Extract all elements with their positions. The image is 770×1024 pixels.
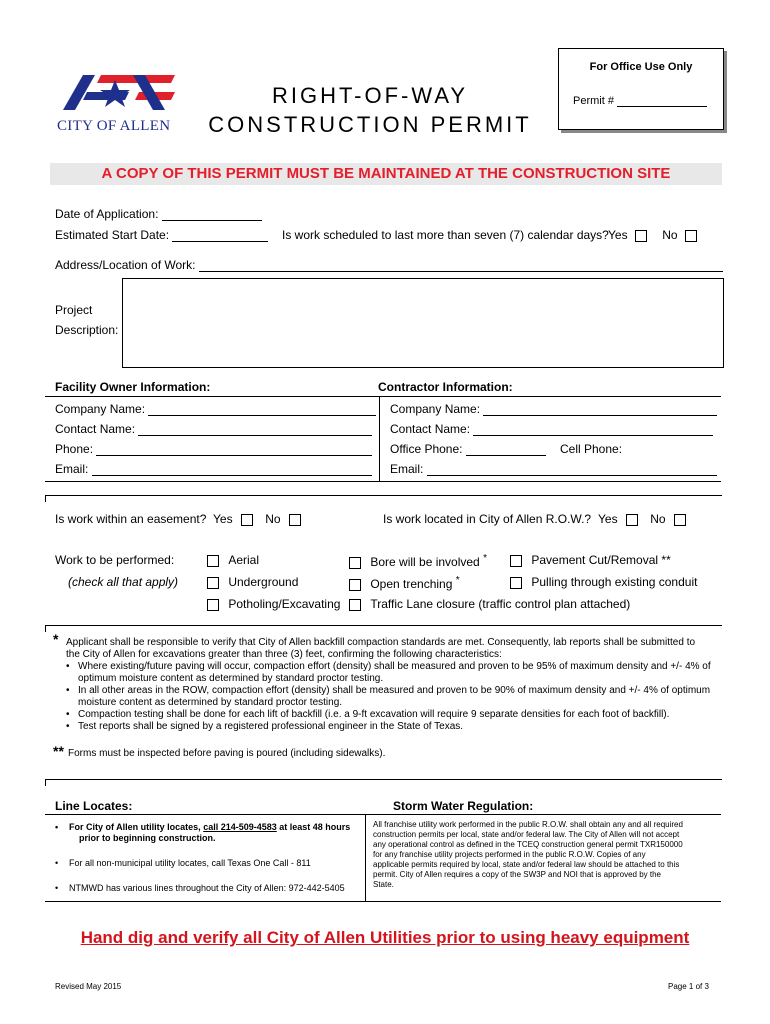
city-logo: [55, 70, 185, 140]
notes-bullet-2-line-1: In all other areas in the ROW, compaction effort (density) shall be measured and proven to be 90% of maximum density and +/- 4% of optimum: [78, 685, 711, 696]
storm-text: [373, 820, 683, 890]
contractor-contact-line: [473, 435, 713, 436]
locates-item-3: [55, 883, 350, 894]
address-field[interactable]: [55, 258, 723, 272]
storm-line-1: All franchise utility work performed in the public R.O.W. shall obtain any and all required: [373, 820, 683, 829]
owner-company-line: [148, 415, 376, 416]
bullet-icon: •: [66, 661, 70, 672]
bullet-icon: •: [55, 858, 59, 868]
contractor-contact-field[interactable]: [390, 422, 713, 436]
work-trenching-option[interactable]: [349, 575, 460, 591]
bullet-icon: •: [66, 709, 70, 720]
row-yes-label: Yes: [598, 512, 618, 526]
page-title: [200, 82, 540, 140]
underground-label: Underground: [228, 575, 299, 589]
row-no-checkbox[interactable]: [674, 514, 686, 526]
contractor-cell-phone-field[interactable]: [560, 442, 622, 456]
revised-date: Revised May 2015: [55, 982, 122, 991]
trenching-star: *: [455, 575, 460, 586]
start-date-line: [172, 241, 268, 242]
work-sublabel: (check all that apply): [68, 575, 179, 589]
hand-dig-warning: Hand dig and verify all City of Allen Utilities prior to using heavy equipment: [80, 928, 690, 947]
notes-intro-line-2: the City of Allen for excavations greater than three (3) feet, confirming the following characteristics:: [66, 649, 502, 660]
contractor-company-field[interactable]: [390, 402, 717, 416]
notes-bullet-2: [66, 685, 711, 697]
notes-forms: Forms must be inspected before paving is poured (including sidewalks).: [68, 748, 386, 759]
easement-question: [55, 512, 206, 526]
page-number: Page 1 of 3: [668, 982, 709, 991]
seven-days-label: Is work scheduled to last more than seven (7) calendar days?: [282, 228, 609, 242]
start-date-field[interactable]: [55, 228, 268, 242]
work-label: Work to be performed:: [55, 553, 175, 567]
pulling-label: Pulling through existing conduit: [531, 575, 698, 589]
easement-options: [213, 512, 301, 526]
seven-days-no-checkbox[interactable]: [685, 230, 697, 242]
locates-list: [55, 822, 350, 894]
owner-contact-field[interactable]: [55, 422, 372, 436]
trenching-label: Open trenching: [370, 577, 453, 591]
office-use-box: [558, 48, 724, 130]
easement-yes-checkbox[interactable]: [241, 514, 253, 526]
locates-item-1-line-2: prior to beginning construction.: [79, 833, 216, 843]
storm-line-3: any operational control as defined in the TCEQ construction general permit TXR150000: [373, 840, 683, 849]
pavement-label: Pavement Cut/Removal **: [531, 553, 671, 567]
work-potholing-option[interactable]: [207, 597, 340, 611]
seven-days-yes-label: Yes: [608, 228, 628, 242]
owner-heading: Facility Owner Information:: [55, 380, 211, 394]
permit-number-field[interactable]: [573, 95, 707, 107]
work-bore-option[interactable]: [349, 553, 487, 569]
easement-label: Is work within an easement?: [55, 512, 207, 526]
notes-intro-line-1: Applicant shall be responsible to verify that City of Allen backfill compaction standards are met. Consequently, lab reports shall be submitted to: [66, 637, 696, 648]
seven-days-options: [608, 228, 697, 242]
work-aerial-option[interactable]: [207, 553, 259, 567]
potholing-checkbox[interactable]: [207, 599, 219, 611]
pavement-checkbox[interactable]: [510, 555, 522, 567]
traffic-label: Traffic Lane closure (traffic control plan attached): [370, 597, 631, 611]
logo-text: CITY OF ALLEN: [57, 118, 171, 134]
storm-line-4: for any franchise utility projects performed in the public R.O.W. Copies of any: [373, 850, 646, 859]
locates-item-3-text: NTMWD has various lines throughout the City of Allen: 972-442-5405: [69, 883, 345, 893]
contractor-cell-phone-label: Cell Phone:: [560, 442, 623, 456]
seven-days-yes-checkbox[interactable]: [635, 230, 647, 242]
aerial-label: Aerial: [228, 553, 260, 567]
storm-heading: Storm Water Regulation:: [393, 799, 534, 813]
project-label: Project: [55, 303, 93, 317]
description-label: Description:: [55, 323, 119, 337]
project-description-box[interactable]: [122, 278, 724, 368]
notes-bullet-3-text: Compaction testing shall be done for each lift of backfill (i.e. a 9-ft excavation will require 9 separate densities for each foot of backfill).: [78, 709, 670, 720]
work-traffic-option[interactable]: [349, 597, 630, 611]
contractor-office-phone-line: [466, 455, 546, 456]
logo-star-flag-icon: [55, 70, 185, 120]
notes-bullet-1: [66, 661, 711, 673]
notes-bullet-4-text: Test reports shall be signed by a registered professional engineer in the State of Texas.: [78, 721, 464, 732]
storm-line-2: construction permits per local, state and/or federal law. The City of Allen will not accept: [373, 830, 680, 839]
locates-item-1-post: at least 48 hours: [279, 822, 351, 832]
date-line: [162, 220, 262, 221]
bore-checkbox[interactable]: [349, 557, 361, 569]
easement-no-checkbox[interactable]: [289, 514, 301, 526]
contractor-company-line: [483, 415, 717, 416]
easement-no-label: No: [265, 512, 281, 526]
bore-label: Bore will be involved: [370, 555, 480, 569]
owner-contact-line: [138, 435, 372, 436]
notes-bullets: [66, 661, 711, 733]
storm-line-5: applicable permits required by local, state and/or federal law should be attached to this: [373, 860, 680, 869]
pulling-checkbox[interactable]: [510, 577, 522, 589]
contractor-heading: Contractor Information:: [378, 380, 513, 394]
owner-email-line: [92, 475, 372, 476]
owner-email-label: Email:: [55, 462, 89, 476]
owner-company-label: Company Name:: [55, 402, 146, 416]
bullet-icon: •: [66, 685, 70, 696]
owner-phone-line: [96, 455, 372, 456]
notes-bullet-2-cont: moisture content as determined by standard proctor testing.: [78, 697, 343, 708]
locates-item-1-pre: For City of Allen utility locates,: [69, 822, 201, 832]
bore-star: *: [483, 553, 487, 564]
address-line: [199, 271, 723, 272]
address-label: Address/Location of Work:: [55, 258, 196, 272]
storm-line-7: State.: [373, 880, 394, 889]
contractor-email-line: [427, 475, 717, 476]
owner-email-field[interactable]: [55, 462, 372, 476]
row-label: Is work located in City of Allen R.O.W.?: [383, 512, 592, 526]
aerial-checkbox[interactable]: [207, 555, 219, 567]
contractor-company-label: Company Name:: [390, 402, 481, 416]
contractor-email-label: Email:: [390, 462, 424, 476]
locates-storm-divider: [365, 815, 366, 901]
notes-intro: [66, 637, 695, 661]
row-yes-checkbox[interactable]: [626, 514, 638, 526]
owner-phone-label: Phone:: [55, 442, 94, 456]
start-date-label: Estimated Start Date:: [55, 228, 170, 242]
contact-table-divider: [379, 397, 380, 481]
notes-bullet-4: [66, 721, 711, 733]
traffic-checkbox[interactable]: [349, 599, 361, 611]
permit-label: Permit #: [573, 95, 614, 107]
row-options: [598, 512, 686, 526]
contractor-office-phone-label: Office Phone:: [390, 442, 463, 456]
locates-section-top-border: [45, 779, 722, 786]
notes-bullet-1-cont: optimum moisture content as determined by standard proctor testing.: [78, 673, 384, 684]
notes-star: *: [53, 631, 59, 647]
contractor-contact-label: Contact Name:: [390, 422, 471, 436]
bullet-icon: •: [66, 721, 70, 732]
row-no-label: No: [650, 512, 666, 526]
locates-phone-link[interactable]: call 214-509-4583: [203, 822, 277, 832]
questions-section-top-border: [45, 495, 722, 502]
trenching-checkbox[interactable]: [349, 579, 361, 591]
office-use-label: For Office Use Only: [589, 61, 693, 73]
owner-phone-field[interactable]: [55, 442, 372, 456]
title-line-2: CONSTRUCTION PERMIT: [208, 112, 532, 137]
row-question: [383, 512, 591, 526]
title-line-1: RIGHT-OF-WAY: [271, 83, 469, 108]
date-of-application-field[interactable]: [55, 207, 262, 221]
work-underground-option[interactable]: [207, 575, 298, 589]
locates-item-2: [55, 858, 350, 869]
notes-section-top-border: [45, 625, 722, 632]
bullet-icon: •: [55, 822, 59, 832]
seven-days-question: [282, 228, 609, 242]
notes-bullet-3: [66, 709, 711, 721]
work-pavement-option[interactable]: [510, 553, 671, 567]
banner-text: A COPY OF THIS PERMIT MUST BE MAINTAINED AT THE CONSTRUCTION SITE: [101, 165, 671, 182]
seven-days-no-label: No: [662, 228, 678, 242]
permit-number-line: [617, 106, 707, 107]
underground-checkbox[interactable]: [207, 577, 219, 589]
work-pulling-option[interactable]: [510, 575, 697, 589]
contractor-email-field[interactable]: [390, 462, 717, 476]
notes-double-star: **: [53, 743, 64, 759]
locates-item-1: [55, 822, 350, 833]
owner-contact-label: Contact Name:: [55, 422, 136, 436]
locates-item-2-text: For all non-municipal utility locates, call Texas One Call - 811: [69, 858, 311, 868]
site-copy-banner: [50, 163, 722, 185]
bullet-icon: •: [55, 883, 59, 893]
locates-heading: Line Locates:: [55, 799, 133, 813]
easement-yes-label: Yes: [213, 512, 233, 526]
potholing-label: Potholing/Excavating: [228, 597, 341, 611]
owner-company-field[interactable]: [55, 402, 376, 416]
notes-bullet-1-line-1: Where existing/future paving will occur, compaction effort (density) shall be measured and proven to be 95% of maximum density and +/- 4% of: [78, 661, 711, 672]
contractor-office-phone-field[interactable]: [390, 442, 546, 456]
storm-line-6: permit. City of Allen requires a copy of the SW3P and NOI that is approved by the: [373, 870, 661, 879]
date-label: Date of Application:: [55, 207, 159, 221]
